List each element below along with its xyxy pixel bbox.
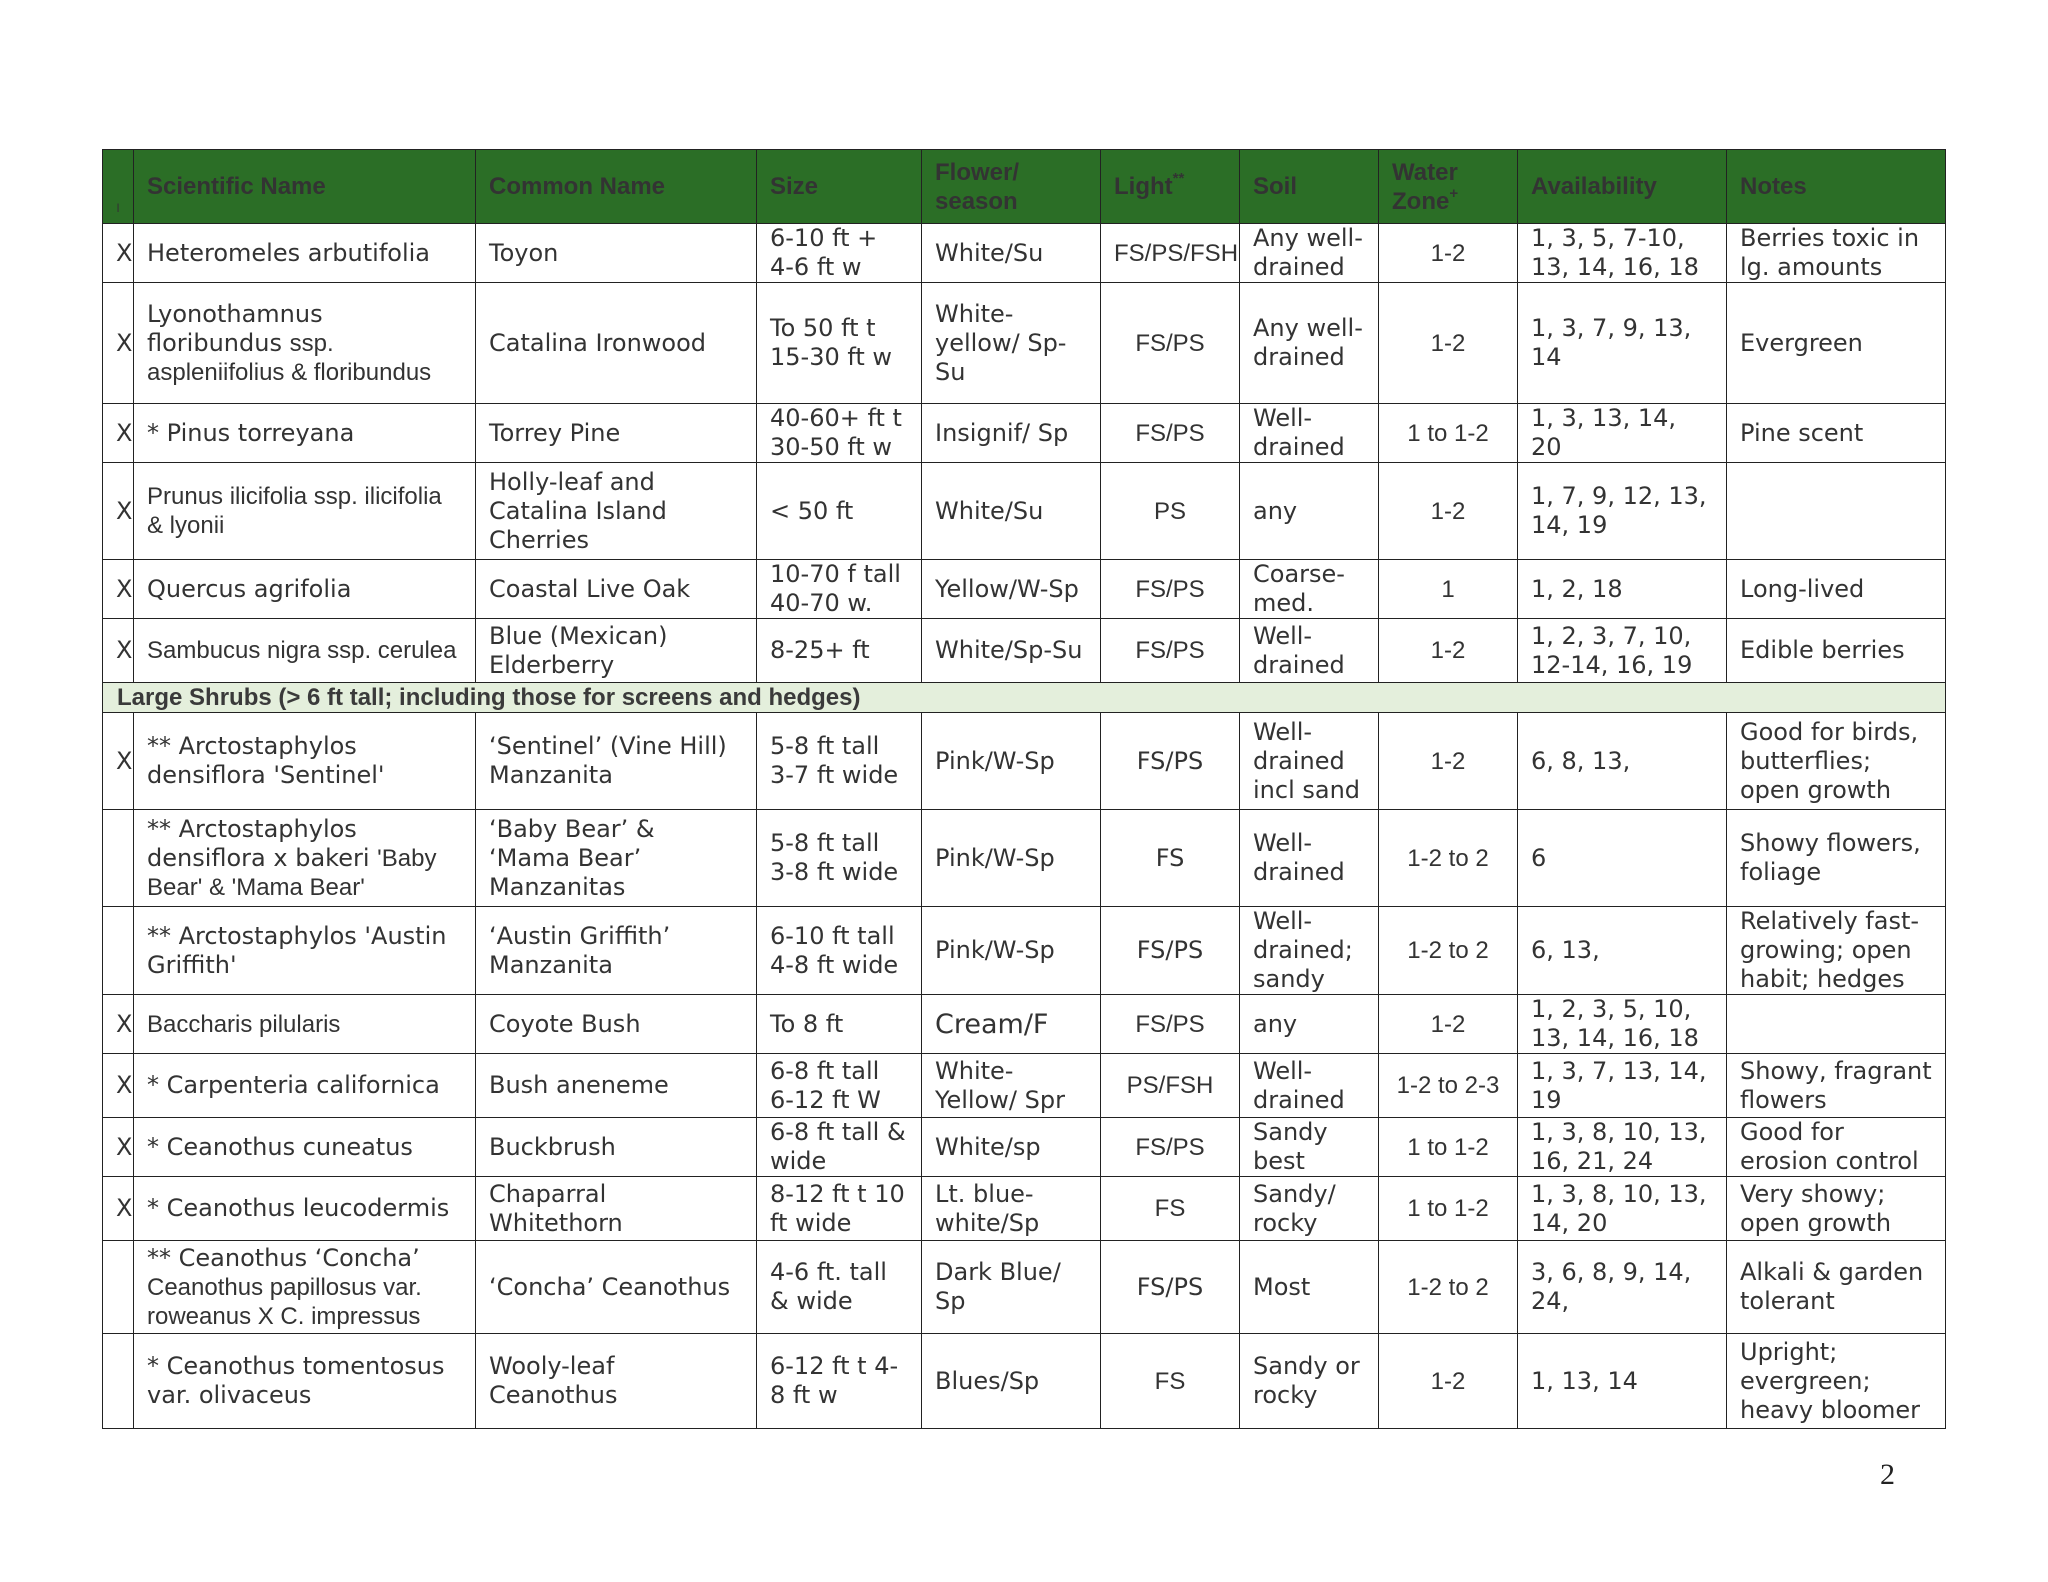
availability-cell: 1, 3, 5, 7-10, 13, 14, 16, 18 <box>1518 224 1727 283</box>
availability-cell: 1, 3, 7, 9, 13, 14 <box>1518 283 1727 404</box>
table-row <box>103 1334 1946 1429</box>
scientific-name-suffix: ssp. aspleniifolius & floribundus <box>147 329 432 386</box>
scientific-name-cell: Quercus agrifolia <box>134 560 476 619</box>
flag-cell <box>103 810 134 907</box>
size-cell: 5-8 ft tall 3-7 ft wide <box>757 713 922 810</box>
size-cell: 6-12 ft t 4-8 ft w <box>757 1334 922 1429</box>
flag-cell: X <box>103 463 134 560</box>
notes-cell <box>1727 995 1946 1054</box>
notes-cell: Berries toxic in lg. amounts <box>1727 224 1946 283</box>
flower-cell: Yellow/W-Sp <box>922 560 1101 619</box>
common-name-cell: Coyote Bush <box>476 995 757 1054</box>
size-cell: To 8 ft <box>757 995 922 1054</box>
scientific-name: ** Ceanothus ‘Concha’ <box>147 1243 420 1272</box>
light-cell: PS <box>1101 463 1240 560</box>
availability-cell: 1, 2, 18 <box>1518 560 1727 619</box>
table-row <box>103 404 1946 463</box>
size-cell: 5-8 ft tall 3-8 ft wide <box>757 810 922 907</box>
flag-cell: X <box>103 619 134 683</box>
flag-cell: X <box>103 560 134 619</box>
light-cell: FS/PS <box>1101 995 1240 1054</box>
notes-cell: Showy flowers, foliage <box>1727 810 1946 907</box>
header-flag: I <box>103 150 134 224</box>
size-cell: 6-10 ft tall 4-8 ft wide <box>757 907 922 995</box>
water-zone-cell: 1-2 <box>1379 1334 1518 1429</box>
notes-cell: Good for erosion control <box>1727 1118 1946 1177</box>
header-size: Size <box>757 150 922 224</box>
scientific-name-cell: Sambucus nigra ssp. cerulea <box>134 619 476 683</box>
soil-cell: Well-drained <box>1240 404 1379 463</box>
table-row <box>103 1054 1946 1118</box>
scientific-name-suffix: 'Baby Bear' & 'Mama Bear' <box>147 844 437 901</box>
header-light-label: Light <box>1114 173 1173 200</box>
table-row <box>103 224 1946 283</box>
soil-cell: Well-drained; sandy <box>1240 907 1379 995</box>
header-common-name: Common Name <box>476 150 757 224</box>
water-zone-cell: 1-2 <box>1379 224 1518 283</box>
common-name-cell: ‘Concha’ Ceanothus <box>476 1241 757 1334</box>
flower-cell: Lt. blue-white/Sp <box>922 1177 1101 1241</box>
flower-cell: Pink/W-Sp <box>922 907 1101 995</box>
common-name-cell: Torrey Pine <box>476 404 757 463</box>
notes-cell: Long-lived <box>1727 560 1946 619</box>
water-zone-cell: 1-2 <box>1379 463 1518 560</box>
availability-cell: 3, 6, 8, 9, 14, 24, <box>1518 1241 1727 1334</box>
table-row <box>103 1241 1946 1334</box>
water-zone-cell: 1 <box>1379 560 1518 619</box>
table-row <box>103 1177 1946 1241</box>
notes-cell: Good for birds, butterflies; open growth <box>1727 713 1946 810</box>
table-row <box>103 1118 1946 1177</box>
header-soil: Soil <box>1240 150 1379 224</box>
flag-cell <box>103 907 134 995</box>
water-zone-cell: 1-2 to 2 <box>1379 1241 1518 1334</box>
common-name-cell: Chaparral Whitethorn <box>476 1177 757 1241</box>
flag-cell: X <box>103 1054 134 1118</box>
flower-cell: Insignif/ Sp <box>922 404 1101 463</box>
water-zone-cell: 1-2 <box>1379 619 1518 683</box>
scientific-name-cell <box>134 810 476 907</box>
common-name-cell: Blue (Mexican) Elderberry <box>476 619 757 683</box>
light-cell: FS/PS <box>1101 1241 1240 1334</box>
common-name-cell: ‘Sentinel’ (Vine Hill) Manzanita <box>476 713 757 810</box>
flower-cell: Cream/F <box>922 995 1101 1054</box>
common-name-cell: Coastal Live Oak <box>476 560 757 619</box>
availability-cell: 1, 7, 9, 12, 13, 14, 19 <box>1518 463 1727 560</box>
water-zone-cell: 1-2 <box>1379 283 1518 404</box>
availability-cell: 1, 3, 7, 13, 14, 19 <box>1518 1054 1727 1118</box>
flag-cell: X <box>103 995 134 1054</box>
light-cell: FS/PS/FSH <box>1101 224 1240 283</box>
flower-cell: Pink/W-Sp <box>922 713 1101 810</box>
flag-cell: X <box>103 1177 134 1241</box>
soil-cell: any <box>1240 995 1379 1054</box>
table-row <box>103 907 1946 995</box>
flower-cell: White/sp <box>922 1118 1101 1177</box>
common-name-cell: Catalina Ironwood <box>476 283 757 404</box>
flower-cell: White/Su <box>922 463 1101 560</box>
notes-cell: Edible berries <box>1727 619 1946 683</box>
light-cell: FS <box>1101 810 1240 907</box>
scientific-name-cell: * Ceanothus tomentosus var. olivaceus <box>134 1334 476 1429</box>
header-notes: Notes <box>1727 150 1946 224</box>
scientific-name-cell: Heteromeles arbutifolia <box>134 224 476 283</box>
water-zone-cell: 1-2 to 2 <box>1379 810 1518 907</box>
header-availability: Availability <box>1518 150 1727 224</box>
section-title: Large Shrubs (> 6 ft tall; including those for screens and hedges) <box>103 683 1946 713</box>
flag-cell: X <box>103 283 134 404</box>
light-cell: FS <box>1101 1177 1240 1241</box>
scientific-name-cell: * Carpenteria californica <box>134 1054 476 1118</box>
table-row <box>103 463 1946 560</box>
scientific-name-cell: * Ceanothus leucodermis <box>134 1177 476 1241</box>
soil-cell: Most <box>1240 1241 1379 1334</box>
soil-cell: Well-drained <box>1240 810 1379 907</box>
size-cell: < 50 ft <box>757 463 922 560</box>
scientific-name: Lyonothamnus floribundus <box>147 299 323 357</box>
flower-cell: Blues/Sp <box>922 1334 1101 1429</box>
size-cell: 8-12 ft t 10 ft wide <box>757 1177 922 1241</box>
light-cell: FS/PS <box>1101 404 1240 463</box>
water-zone-cell: 1-2 to 2-3 <box>1379 1054 1518 1118</box>
scientific-name-cell: * Pinus torreyana <box>134 404 476 463</box>
size-cell: 8-25+ ft <box>757 619 922 683</box>
common-name-cell: Toyon <box>476 224 757 283</box>
section-row <box>103 683 1946 713</box>
light-cell: FS/PS <box>1101 713 1240 810</box>
common-name-cell: ‘Austin Griffith’ Manzanita <box>476 907 757 995</box>
notes-cell: Relatively fast-growing; open habit; hedges <box>1727 907 1946 995</box>
table-row <box>103 283 1946 404</box>
notes-cell: Showy, fragrant flowers <box>1727 1054 1946 1118</box>
size-cell: 40-60+ ft t 30-50 ft w <box>757 404 922 463</box>
availability-cell: 1, 13, 14 <box>1518 1334 1727 1429</box>
header-light <box>1101 150 1240 224</box>
soil-cell: Sandy best <box>1240 1118 1379 1177</box>
soil-cell: Sandy or rocky <box>1240 1334 1379 1429</box>
water-zone-cell: 1 to 1-2 <box>1379 1118 1518 1177</box>
header-water-footnote: + <box>1449 184 1459 202</box>
light-cell: FS/PS <box>1101 283 1240 404</box>
size-cell: To 50 ft t 15-30 ft w <box>757 283 922 404</box>
size-cell: 10-70 f tall 40-70 w. <box>757 560 922 619</box>
header-light-footnote: ** <box>1172 170 1185 187</box>
table-row <box>103 995 1946 1054</box>
water-zone-cell: 1 to 1-2 <box>1379 1177 1518 1241</box>
soil-cell: Well-drained <box>1240 619 1379 683</box>
common-name-cell: Buckbrush <box>476 1118 757 1177</box>
size-cell: 6-8 ft tall 6-12 ft W <box>757 1054 922 1118</box>
availability-cell: 1, 2, 3, 7, 10, 12-14, 16, 19 <box>1518 619 1727 683</box>
soil-cell: Well-drained incl sand <box>1240 713 1379 810</box>
light-cell: FS/PS <box>1101 560 1240 619</box>
notes-cell: Pine scent <box>1727 404 1946 463</box>
header-water-label: Water Zone <box>1392 158 1458 215</box>
table-row <box>103 810 1946 907</box>
soil-cell: any <box>1240 463 1379 560</box>
light-cell: FS/PS <box>1101 1118 1240 1177</box>
scientific-name-cell <box>134 283 476 404</box>
availability-cell: 1, 2, 3, 5, 10, 13, 14, 16, 18 <box>1518 995 1727 1054</box>
scientific-name-cell: Baccharis pilularis <box>134 995 476 1054</box>
scientific-name-cell: Prunus ilicifolia ssp. ilicifolia & lyonii <box>134 463 476 560</box>
availability-cell: 6 <box>1518 810 1727 907</box>
page-number: 2 <box>1880 1458 1895 1491</box>
scientific-name-cell: ** Arctostaphylos densiflora 'Sentinel' <box>134 713 476 810</box>
water-zone-cell: 1-2 <box>1379 713 1518 810</box>
size-cell: 6-8 ft tall & wide <box>757 1118 922 1177</box>
availability-cell: 1, 3, 13, 14, 20 <box>1518 404 1727 463</box>
light-cell: FS <box>1101 1334 1240 1429</box>
flower-cell: Pink/W-Sp <box>922 810 1101 907</box>
common-name-cell: ‘Baby Bear’ & ‘Mama Bear’ Manzanitas <box>476 810 757 907</box>
notes-cell: Evergreen <box>1727 283 1946 404</box>
table-row <box>103 713 1946 810</box>
flag-cell <box>103 1241 134 1334</box>
flower-cell: Dark Blue/ Sp <box>922 1241 1101 1334</box>
header-row <box>103 150 1946 224</box>
notes-cell: Very showy; open growth <box>1727 1177 1946 1241</box>
flower-cell: White-yellow/ Sp-Su <box>922 283 1101 404</box>
availability-cell: 6, 13, <box>1518 907 1727 995</box>
scientific-name-cell: * Ceanothus cuneatus <box>134 1118 476 1177</box>
flower-cell: White/Sp-Su <box>922 619 1101 683</box>
flower-cell: White/Su <box>922 224 1101 283</box>
header-water-zone <box>1379 150 1518 224</box>
flower-cell: White-Yellow/ Spr <box>922 1054 1101 1118</box>
notes-cell: Alkali & garden tolerant <box>1727 1241 1946 1334</box>
common-name-cell: Holly-leaf and Catalina Island Cherries <box>476 463 757 560</box>
flag-cell: X <box>103 713 134 810</box>
availability-cell: 1, 3, 8, 10, 13, 14, 20 <box>1518 1177 1727 1241</box>
header-flower-season: Flower/ season <box>922 150 1101 224</box>
notes-cell: Upright; evergreen; heavy bloomer <box>1727 1334 1946 1429</box>
flag-cell: X <box>103 1118 134 1177</box>
soil-cell: Sandy/ rocky <box>1240 1177 1379 1241</box>
scientific-name-cell <box>134 1241 476 1334</box>
common-name-cell: Wooly-leaf Ceanothus <box>476 1334 757 1429</box>
water-zone-cell: 1-2 to 2 <box>1379 907 1518 995</box>
flag-cell: X <box>103 404 134 463</box>
table-row <box>103 560 1946 619</box>
size-cell: 6-10 ft + 4-6 ft w <box>757 224 922 283</box>
scientific-name-cell: ** Arctostaphylos 'Austin Griffith' <box>134 907 476 995</box>
light-cell: FS/PS <box>1101 907 1240 995</box>
availability-cell: 1, 3, 8, 10, 13, 16, 21, 24 <box>1518 1118 1727 1177</box>
scientific-name-suffix: Ceanothus papillosus var. roweanus X C. impressus <box>147 1273 422 1330</box>
flag-cell <box>103 1334 134 1429</box>
water-zone-cell: 1-2 <box>1379 995 1518 1054</box>
table-row <box>103 619 1946 683</box>
soil-cell: Well-drained <box>1240 1054 1379 1118</box>
scientific-name: ** Arctostaphylos densiflora x bakeri <box>147 814 370 872</box>
header-scientific-name: Scientific Name <box>134 150 476 224</box>
light-cell: FS/PS <box>1101 619 1240 683</box>
soil-cell: Coarse-med. <box>1240 560 1379 619</box>
size-cell: 4-6 ft. tall & wide <box>757 1241 922 1334</box>
light-cell: PS/FSH <box>1101 1054 1240 1118</box>
plant-table <box>102 149 1946 1429</box>
availability-cell: 6, 8, 13, <box>1518 713 1727 810</box>
soil-cell: Any well-drained <box>1240 283 1379 404</box>
water-zone-cell: 1 to 1-2 <box>1379 404 1518 463</box>
common-name-cell: Bush aneneme <box>476 1054 757 1118</box>
notes-cell <box>1727 463 1946 560</box>
soil-cell: Any well-drained <box>1240 224 1379 283</box>
flag-cell: X <box>103 224 134 283</box>
